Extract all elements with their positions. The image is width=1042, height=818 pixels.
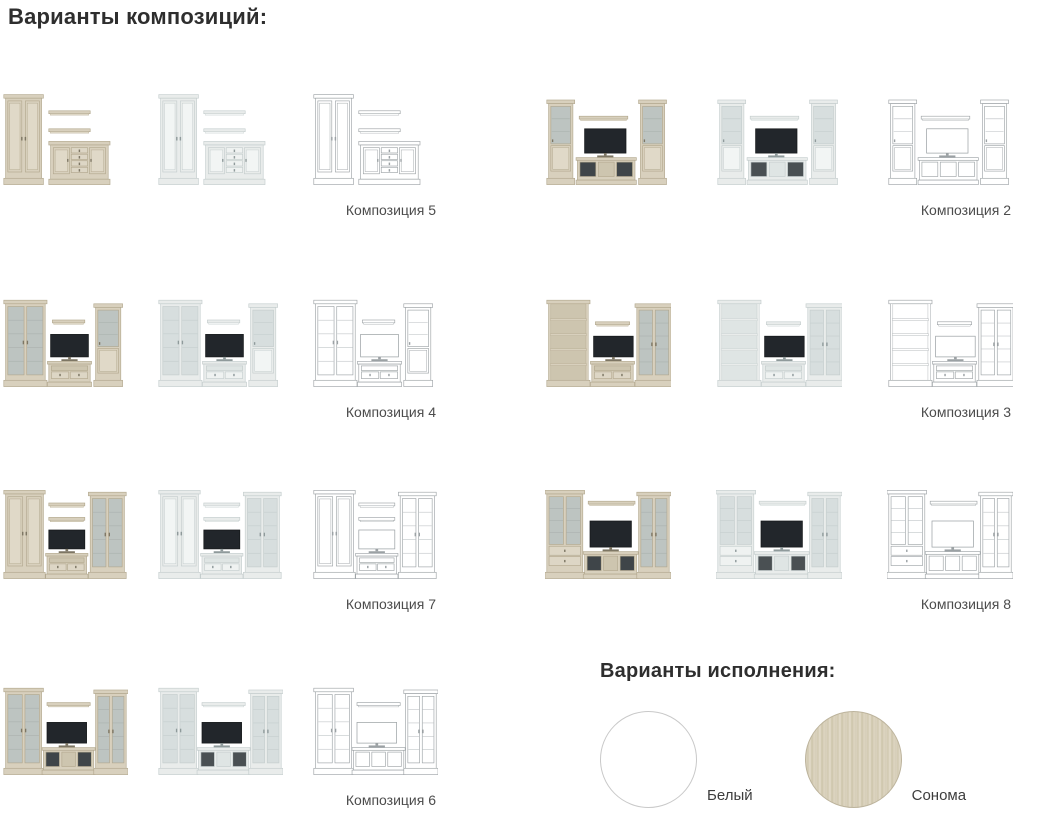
composition-6-variants [2,668,438,780]
composition-4-sonoma-image [2,284,128,392]
composition-4-sketch-image [312,284,438,392]
composition-3-white-image [716,284,842,392]
composition-4-variants [2,280,438,392]
composition-label: Композиция 3 [920,404,1011,420]
composition-5-white-image [157,82,283,190]
composition-3-sonoma-image [545,284,671,392]
finish-option-sonoma [805,711,966,808]
composition-6-white-image [157,672,283,780]
composition-label: Композиция 5 [345,202,436,218]
composition-group-3 [545,280,1013,420]
composition-group-8 [545,472,1013,612]
composition-6-sketch-image [312,672,438,780]
composition-7-white-image [157,476,283,584]
composition-group-6 [2,668,438,808]
finish-option-white [600,711,753,808]
finish-sonoma-label: Сонома [911,787,967,804]
finishes-section [600,660,1030,808]
finishes-heading: Варианты исполнения: [600,660,836,682]
composition-3-sketch-image [887,284,1013,392]
composition-label: Композиция 6 [345,792,436,808]
composition-group-4 [2,280,438,420]
composition-label: Композиция 8 [920,596,1011,612]
composition-5-sketch-image [312,82,438,190]
composition-8-sketch-image [887,476,1013,584]
composition-8-white-image [716,476,842,584]
composition-group-2 [545,78,1013,218]
composition-7-variants [2,472,438,584]
finish-white-swatch [600,711,697,808]
composition-8-variants [545,472,1013,584]
composition-label: Композиция 2 [920,202,1011,218]
finish-white-label: Белый [707,787,753,804]
composition-4-white-image [157,284,283,392]
compositions-heading: Варианты композиций: [8,4,268,29]
finish-sonoma-swatch [805,711,902,808]
composition-2-variants [545,78,1013,190]
composition-6-sonoma-image [2,672,128,780]
composition-7-sonoma-image [2,476,128,584]
composition-3-variants [545,280,1013,392]
composition-label: Композиция 7 [345,596,436,612]
composition-label: Композиция 4 [345,404,436,420]
composition-8-sonoma-image [545,476,671,584]
composition-5-sonoma-image [2,82,128,190]
composition-group-5 [2,78,438,218]
composition-2-sonoma-image [545,82,671,190]
composition-group-7 [2,472,438,612]
composition-2-sketch-image [887,82,1013,190]
composition-5-variants [2,78,438,190]
composition-7-sketch-image [312,476,438,584]
composition-2-white-image [716,82,842,190]
finish-swatches [600,711,1030,808]
